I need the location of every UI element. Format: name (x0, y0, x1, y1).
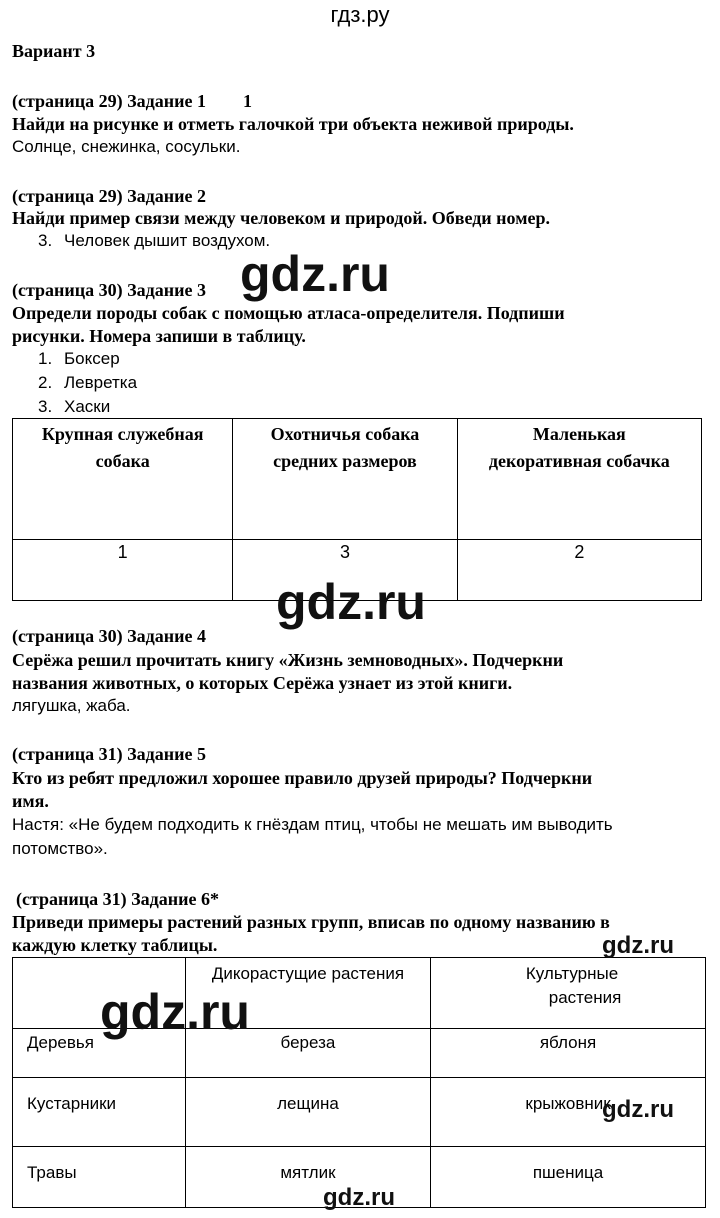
header-line: Маленькая (532, 424, 626, 444)
header-line: средних размеров (273, 451, 417, 471)
table-cell: береза (185, 1029, 430, 1078)
header-line: Охотничья собака (270, 424, 420, 444)
table-header-cell (13, 419, 233, 540)
table-header-cell: Дикорастущие растения (185, 958, 430, 1029)
table-cell: 2 (457, 540, 701, 601)
table-cell: крыжовник (431, 1078, 706, 1147)
task3-list-num: 2. (38, 373, 53, 392)
task3-list-text: Боксер (64, 349, 120, 368)
watermark: gdz.ru (100, 984, 250, 1040)
task5-prompt-line1: Кто из ребят предложил хорошее правило друзей природы? Подчеркни (12, 768, 593, 788)
task4-prompt-line1: Серёжа решил прочитать книгу «Жизнь земноводных». Подчеркни (12, 650, 564, 670)
header-line: растения (548, 988, 622, 1007)
header-line: Крупная служебная (41, 424, 204, 444)
task1-heading-extra: 1 (243, 91, 253, 111)
task4-answer: лягушка, жаба. (12, 696, 131, 715)
task6-prompt-line1: Приведи примеры растений разных групп, вписав по одному названию в (12, 912, 610, 932)
table-header-cell (457, 419, 701, 540)
watermark: gdz.ru (602, 932, 674, 959)
task3-list-text: Хаски (64, 397, 111, 416)
task5-prompt-line2: имя. (12, 791, 49, 811)
table-header-cell (233, 419, 457, 540)
task2-prompt: Найди пример связи между человеком и природой. Обведи номер. (12, 208, 550, 228)
task3-list-item (38, 348, 120, 370)
task3-list-text: Левретка (64, 373, 138, 392)
footer-watermark: gdz.ru (323, 1184, 395, 1211)
task6-heading: (страница 31) Задание 6* (16, 889, 220, 909)
task3-list-item (38, 396, 110, 418)
watermark: gdz.ru (602, 1096, 674, 1123)
task5-answer-line1: Настя: «Не будем подходить к гнёздам птиц, чтобы не мешать им выводить (12, 815, 613, 834)
watermark: gdz.ru (276, 574, 426, 630)
task3-heading: (страница 30) Задание 3 (12, 280, 207, 300)
task2-answer-num: 3. (38, 231, 53, 250)
row-label: Деревья (13, 1029, 186, 1078)
task2-heading: (страница 29) Задание 2 (12, 186, 207, 206)
task2-answer (38, 230, 270, 252)
task1-heading-text: (страница 29) Задание 1 (12, 91, 207, 111)
task3-prompt-line2: рисунки. Номера запиши в таблицу. (12, 326, 306, 346)
watermark: gdz.ru (240, 246, 390, 302)
task3-prompt-line1: Определи породы собак с помощью атласа-определителя. Подпиши (12, 303, 565, 323)
task2-answer-text: Человек дышит воздухом. (64, 231, 271, 250)
variant-title: Вариант 3 (12, 41, 96, 61)
task1-heading (12, 90, 252, 112)
header-line: декоративная собачка (488, 451, 670, 471)
table-cell: лещина (185, 1078, 430, 1147)
table-header-row (13, 419, 702, 540)
task6-prompt-line2: каждую клетку таблицы. (12, 935, 218, 955)
table-cell: мятлик (185, 1147, 430, 1208)
task3-list-num: 3. (38, 397, 53, 416)
site-header: гдз.ру (330, 2, 390, 27)
row-label: Травы (13, 1147, 186, 1208)
task3-list-item (38, 372, 137, 394)
task5-heading: (страница 31) Задание 5 (12, 744, 207, 764)
task5-answer-line2: потомство». (12, 839, 108, 858)
task4-prompt-line2: названия животных, о которых Серёжа узнает из этой книги. (12, 673, 513, 693)
task3-list-num: 1. (38, 349, 53, 368)
table-cell: яблоня (431, 1029, 706, 1078)
task1-answer: Солнце, снежинка, сосульки. (12, 137, 241, 156)
task1-prompt: Найди на рисунке и отметь галочкой три объекта неживой природы. (12, 114, 574, 134)
table-header-cell (431, 958, 706, 1029)
header-line: собака (95, 451, 150, 471)
table-cell: пшеница (431, 1147, 706, 1208)
table-cell: 1 (13, 540, 233, 601)
task4-heading: (страница 30) Задание 4 (12, 626, 207, 646)
row-label: Кустарники (13, 1078, 186, 1147)
table-cell: 3 (233, 540, 457, 601)
header-line: Культурные (525, 964, 619, 983)
